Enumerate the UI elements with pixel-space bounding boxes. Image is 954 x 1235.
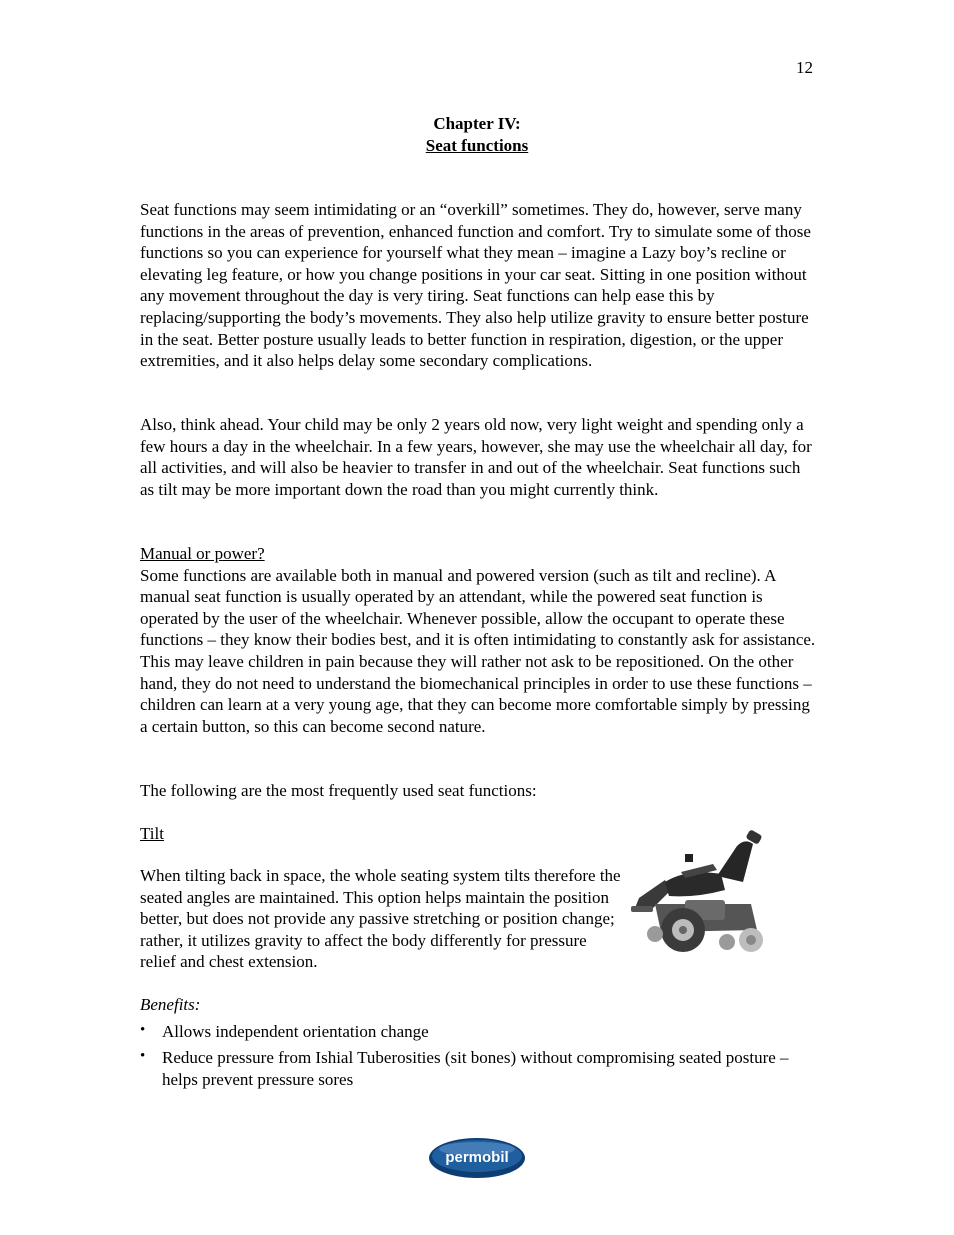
permobil-logo bbox=[427, 1135, 527, 1181]
paragraph-manual-or-power: Some functions are available both in manual and powered version (such as tilt and recline). A manual seat function is usually operated by an attendant, while the powered seat function is operated by the user of the wheelchair. Whenever possible, allow the occupant to operate these functions – they know their bodies best, and it is often intimidating to constantly ask for assistance. This may leave children in pain because they will rather not ask to be repositioned. On the other hand, they do not need to understand the biomechanical principles in order to use these functions – children can learn at a very young age, that they can become more comfortable simply by pressing a certain button, so this can become second nature. bbox=[140, 565, 816, 736]
think-ahead-paragraph bbox=[140, 414, 816, 500]
paragraph-think-ahead: Also, think ahead. Your child may be only 2 years old now, very light weight and spending only a few hours a day in the wheelchair. In a few years, however, she may use the wheelchair all day, for all activities, and will also be heavier to transfer in and out of the wheelchair. Seat functions such as tilt may be more important down the road than you might currently think. bbox=[140, 415, 812, 499]
frequent-functions-intro bbox=[140, 780, 816, 802]
page-number: 12 bbox=[796, 58, 813, 77]
intro-paragraph bbox=[140, 199, 816, 372]
chapter-title: Seat functions bbox=[425, 136, 529, 155]
manual-or-power-section bbox=[140, 543, 816, 737]
paragraph-tilt: When tilting back in space, the whole seating system tilts therefore the seated angles are maintained. This option helps maintain the position better, but does not provide any passive stretching or position change; rather, it utilizes gravity to affect the body differently for pressure relief and chest extension. bbox=[140, 866, 621, 972]
paragraph-seat-functions: Seat functions may seem intimidating or an “overkill” sometimes. They do, however, serve many functions in the areas of prevention, enhanced function and comfort. Try to simulate some of those functions so you can experience for yourself what they mean – imagine a Lazy boy’s recline or elevating leg feature, or how you change positions in your car seat. Sitting in one position without any movement throughout the day is very tiring. Seat functions can help ease this by replacing/supporting the body’s movements. They also help utilize gravity to ensure better posture in the seat. Better posture usually leads to better function in respiration, digestion, or the upper extremities, and it also helps delay some secondary complications. bbox=[140, 200, 811, 371]
logo-text: permobil bbox=[445, 1149, 509, 1166]
paragraph-frequent-functions: The following are the most frequently used seat functions: bbox=[140, 781, 537, 800]
chapter-number: Chapter IV: bbox=[433, 114, 521, 133]
benefit-list-item bbox=[140, 1047, 820, 1090]
section-heading-tilt: Tilt bbox=[140, 824, 164, 843]
bullet-icon: • bbox=[140, 1048, 146, 1065]
benefit-text: Allows independent orientation change bbox=[162, 1021, 429, 1041]
benefits-section bbox=[140, 994, 820, 1090]
benefit-text: Reduce pressure from Ishial Tuberosities (sit bones) without compromising seated posture – helps prevent pressure sores bbox=[162, 1048, 789, 1089]
wheelchair-image bbox=[625, 812, 775, 972]
tilt-description bbox=[140, 865, 622, 973]
chapter-heading bbox=[0, 113, 954, 157]
bullet-icon: • bbox=[140, 1021, 146, 1038]
benefits-label: Benefits: bbox=[140, 995, 201, 1014]
benefit-list-item bbox=[140, 1021, 820, 1043]
section-heading-manual-or-power: Manual or power? bbox=[140, 544, 265, 563]
